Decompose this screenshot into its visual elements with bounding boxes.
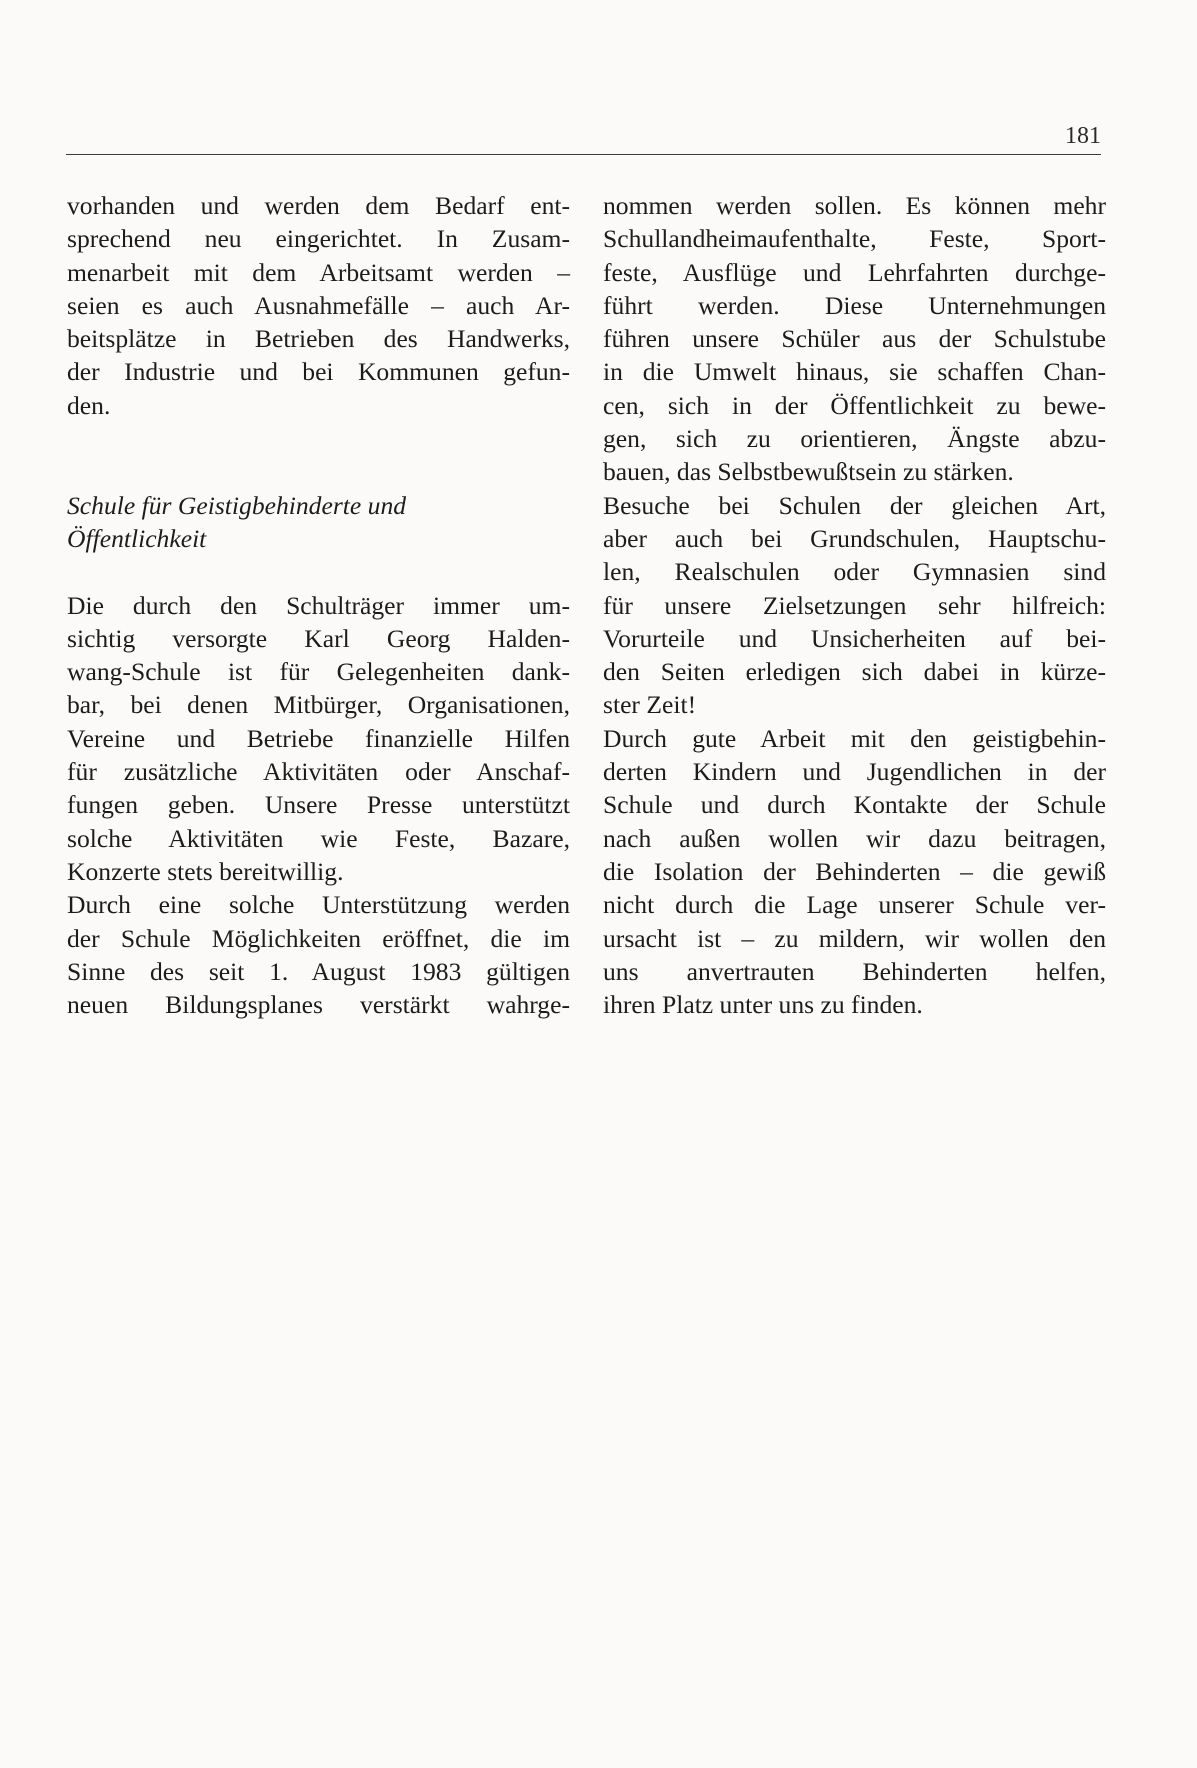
text-line: nicht durch die Lage unserer Schule ver- (603, 890, 1106, 920)
text-line: Schullandheimaufenthalte, Feste, Sport- (603, 224, 1106, 254)
text-line: sichtig versorgte Karl Georg Halden- (67, 623, 570, 653)
text-line: Durch gute Arbeit mit den geistigbehin- (603, 723, 1106, 753)
text-line: für zusätzliche Aktivitäten oder Anschaf- (67, 757, 570, 787)
text-line: in die Umwelt hinaus, sie schaffen Chan- (603, 357, 1106, 387)
text-line: wang-Schule ist für Gelegenheiten dank- (67, 657, 570, 687)
section-heading (67, 489, 570, 556)
text-line: derten Kindern und Jugendlichen in der (603, 757, 1106, 787)
text-line: Vereine und Betriebe finanzielle Hilfen (67, 723, 570, 753)
text-line: solche Aktivitäten wie Feste, Bazare, (67, 823, 570, 853)
text-line: für unsere Zielsetzungen sehr hilfreich: (603, 590, 1106, 620)
text-line: führen unsere Schüler aus der Schulstube (603, 324, 1106, 354)
text-line: cen, sich in der Öffentlichkeit zu bewe- (603, 390, 1106, 420)
text-line: der Schule Möglichkeiten eröffnet, die im (67, 923, 570, 953)
text-line: bar, bei denen Mitbürger, Organisationen, (67, 690, 570, 720)
paragraph-visits (603, 489, 1106, 722)
text-line: Sinne des seit 1. August 1983 gültigen (67, 956, 570, 986)
text-line: Konzerte stets bereitwillig. (67, 856, 344, 886)
text-line: feste, Ausflüge und Lehrfahrten durchge- (603, 257, 1106, 287)
text-line: fungen geben. Unsere Presse unterstützt (67, 790, 570, 820)
text-line: den Seiten erledigen sich dabei in kürze- (603, 657, 1106, 687)
text-line: gen, sich zu orientieren, Ängste abzu- (603, 424, 1106, 454)
text-line: beitsplätze in Betrieben des Handwerks, (67, 324, 570, 354)
paragraph-conclusion (603, 722, 1106, 1022)
text-line: den. (67, 390, 111, 420)
text-line: die Isolation der Behinderten – die gewiß (603, 856, 1106, 886)
paragraph-opportunities (67, 888, 570, 1021)
text-line: ster Zeit! (603, 690, 697, 720)
text-line: aber auch bei Grundschulen, Hauptschu- (603, 523, 1106, 553)
text-line: ihren Platz unter uns zu finden. (603, 990, 923, 1020)
text-line: menarbeit mit dem Arbeitsamt werden – (67, 257, 570, 287)
text-line: nommen werden sollen. Es können mehr (603, 191, 1106, 220)
text-line: neuen Bildungsplanes verstärkt wahrge- (67, 990, 570, 1020)
text-line: Vorurteile und Unsicherheiten auf bei- (603, 623, 1106, 653)
heading-line: Schule für Geistigbehinderte und (67, 490, 407, 520)
text-line: ursacht ist – zu mildern, wir wollen den (603, 923, 1106, 953)
text-line: Durch eine solche Unterstützung werden (67, 890, 570, 920)
paragraph-tail-employment (67, 189, 570, 422)
text-line: vorhanden und werden dem Bedarf ent- (67, 191, 570, 220)
left-column (67, 189, 570, 1021)
heading-line: Öffentlichkeit (67, 523, 207, 553)
text-line: der Industrie und bei Kommunen gefun- (67, 357, 570, 387)
text-line: uns anvertrauten Behinderten helfen, (603, 956, 1106, 986)
text-line: len, Realschulen oder Gymnasien sind (603, 557, 1106, 587)
text-line: nach außen wollen wir dazu beitragen, (603, 823, 1106, 853)
text-line: führt werden. Diese Unternehmungen (603, 290, 1106, 320)
page-number: 181 (1065, 123, 1101, 149)
text-line: bauen, das Selbstbewußtsein zu stärken. (603, 457, 1014, 487)
text-line: Besuche bei Schulen der gleichen Art, (603, 490, 1106, 520)
text-line: seien es auch Ausnahmefälle – auch Ar- (67, 290, 570, 320)
text-line: sprechend neu eingerichtet. In Zusam- (67, 224, 570, 254)
right-column (603, 189, 1106, 1021)
header-rule (66, 154, 1101, 155)
paragraph-activities (603, 189, 1106, 489)
paragraph-support (67, 589, 570, 889)
text-line: Schule und durch Kontakte der Schule (603, 790, 1106, 820)
text-line: Die durch den Schulträger immer um- (67, 590, 570, 620)
